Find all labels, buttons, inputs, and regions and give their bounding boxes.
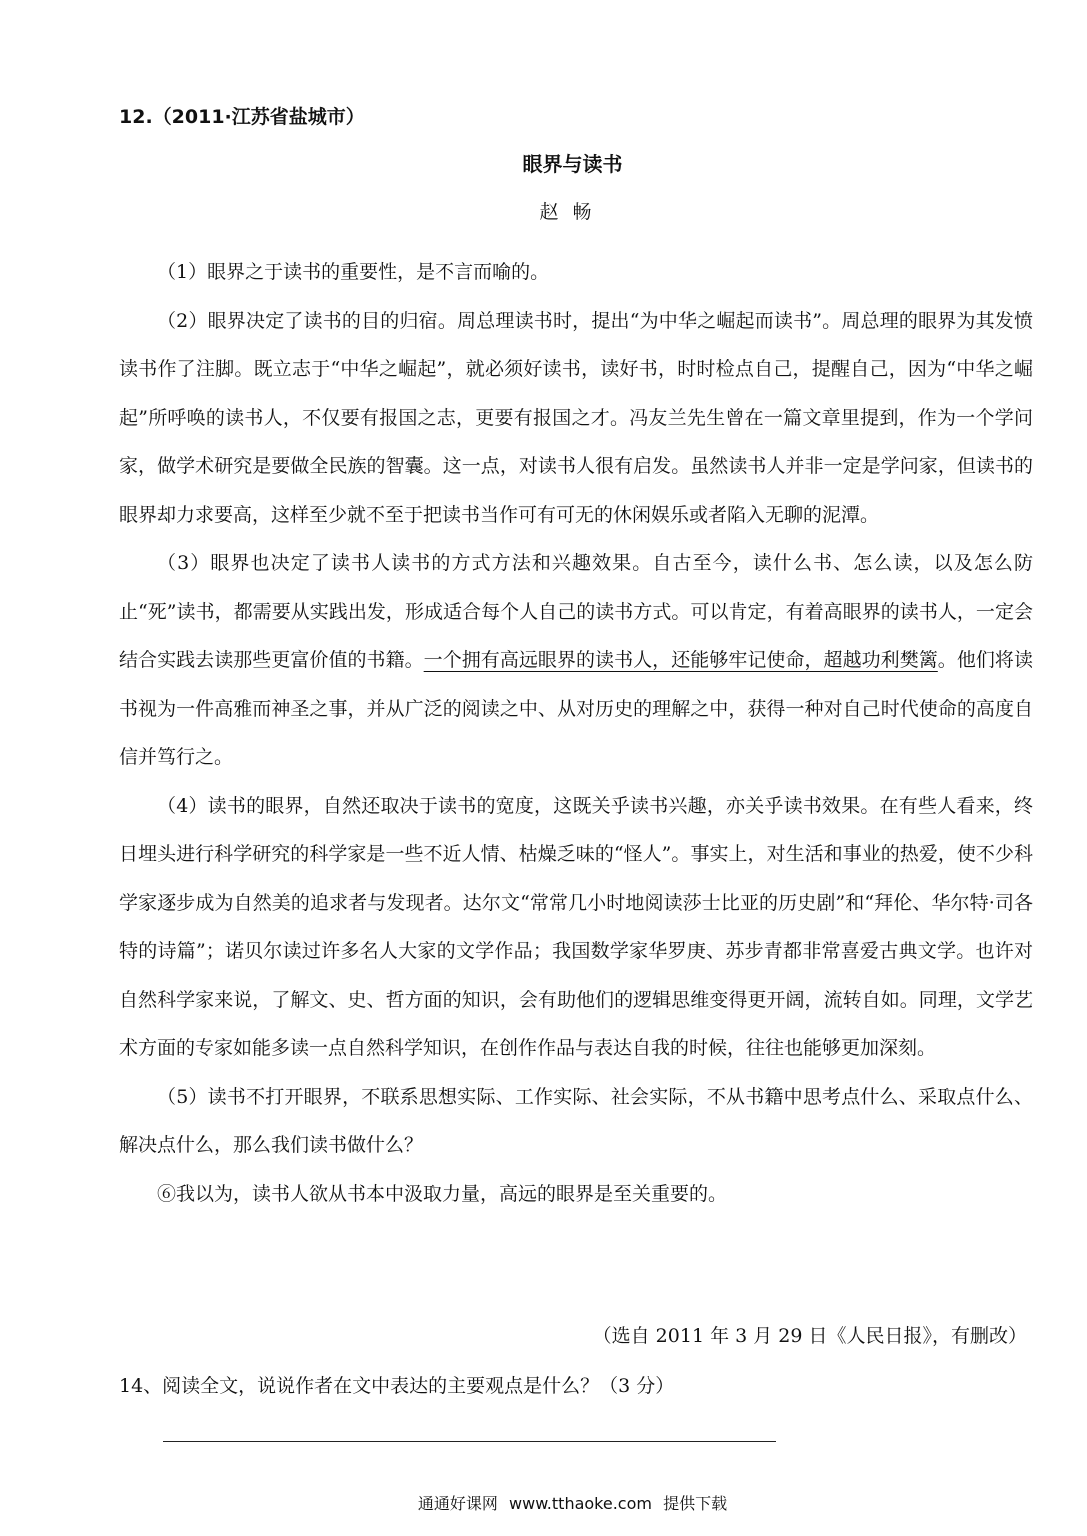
paragraph-6: ⑥我以为，读书人欲从书本中汲取力量，高远的眼界是至关重要的。 bbox=[157, 1182, 728, 1205]
page-footer bbox=[0, 1491, 1087, 1517]
question-14: 14、阅读全文，说说作者在文中表达的主要观点是什么？（3 分） bbox=[119, 1375, 675, 1397]
paragraph-2: （2）眼界决定了读书的目的归宿。周总理读书时，提出“为中华之崛起而读书”。周总理的眼界为其发愤读书作了注脚。既立志于“中华之崛起”，就必须好读书，读好书，时时检点自己，提醒自己，因为“中华之崛起”所呼唤的读书人，不仅要有报国之志，更要有报国之才。冯友兰先生曾在一篇文章里提到，作为一个学问家，做学术研究是要做全民族的智囊。这一点，对读书人很有启发。虽然读书人并非一定是学问家，但读书的眼界却力求要高，这样至少就不至于把读书当作可有可无的休闲娱乐或者陷入无聊的泥潭。 bbox=[119, 309, 1033, 526]
article-body bbox=[119, 248, 1033, 1218]
underlined-sentence: 一个拥有高远眼界的读书人，还能够牢记使命，超越功利樊篱 bbox=[423, 649, 938, 671]
question-number-heading: 12.（2011·江苏省盐城市） bbox=[119, 106, 365, 128]
paragraph-1: （1）眼界之于读书的重要性，是不言而喻的。 bbox=[157, 261, 550, 283]
paragraph-3-part-a: （3）眼界也决定了读书人读书的方式方法和兴趣效果。自古至今，读什么书、怎么读，以及怎么防止“死”读书，都需要从实践出发，形成适合每个人自己的读书方式。可以肯定，有着高眼界的读书人，一定会结合实践去读那些更富价值的书籍。 bbox=[119, 552, 1033, 671]
paragraph-5: （5）读书不打开眼界，不联系思想实际、工作实际、社会实际，不从书籍中思考点什么、采取点什么、解决点什么，那么我们读书做什么？ bbox=[119, 1085, 1033, 1156]
footer-suffix: 提供下载 bbox=[663, 1494, 728, 1513]
article-author: 赵畅 bbox=[539, 201, 606, 223]
source-citation: （选自 2011 年 3 月 29 日《人民日报》，有删改） bbox=[592, 1325, 1027, 1347]
paragraph-3-part-b: 。他们将读书视为一件高雅而神圣之事，并从广泛的阅读之中、从对历史的理解之中，获得一种对自己时代使命的高度自信并笃行之。 bbox=[119, 649, 1033, 768]
article-title: 眼界与读书 bbox=[522, 152, 623, 176]
paragraph-3 bbox=[119, 539, 1033, 782]
footer-site-name: 通通好课网 bbox=[417, 1494, 498, 1513]
paragraph-4: （4）读书的眼界，自然还取决于读书的宽度，这既关乎读书兴趣，亦关乎读书效果。在有些人看来，终日埋头进行科学研究的科学家是一些不近人情、枯燥乏味的“怪人”。事实上，对生活和事业的热爱，使不少科学家逐步成为自然美的追求者与发现者。达尔文“常常几小时地阅读莎士比亚的历史剧”和“拜伦、华尔特·司各特的诗篇”；诺贝尔读过许多名人大家的文学作品；我国数学家华罗庚、苏步青都非常喜爱古典文学。也许对自然科学家来说，了解文、史、哲方面的知识，会有助他们的逻辑思维变得更开阔，流转自如。同理，文学艺术方面的专家如能多读一点自然科学知识，在创作作品与表达自我的时候，往往也能够更加深刻。 bbox=[119, 794, 1033, 1059]
footer-url[interactable]: www.tthaoke.com bbox=[509, 1494, 652, 1513]
answer-line[interactable] bbox=[163, 1441, 776, 1442]
